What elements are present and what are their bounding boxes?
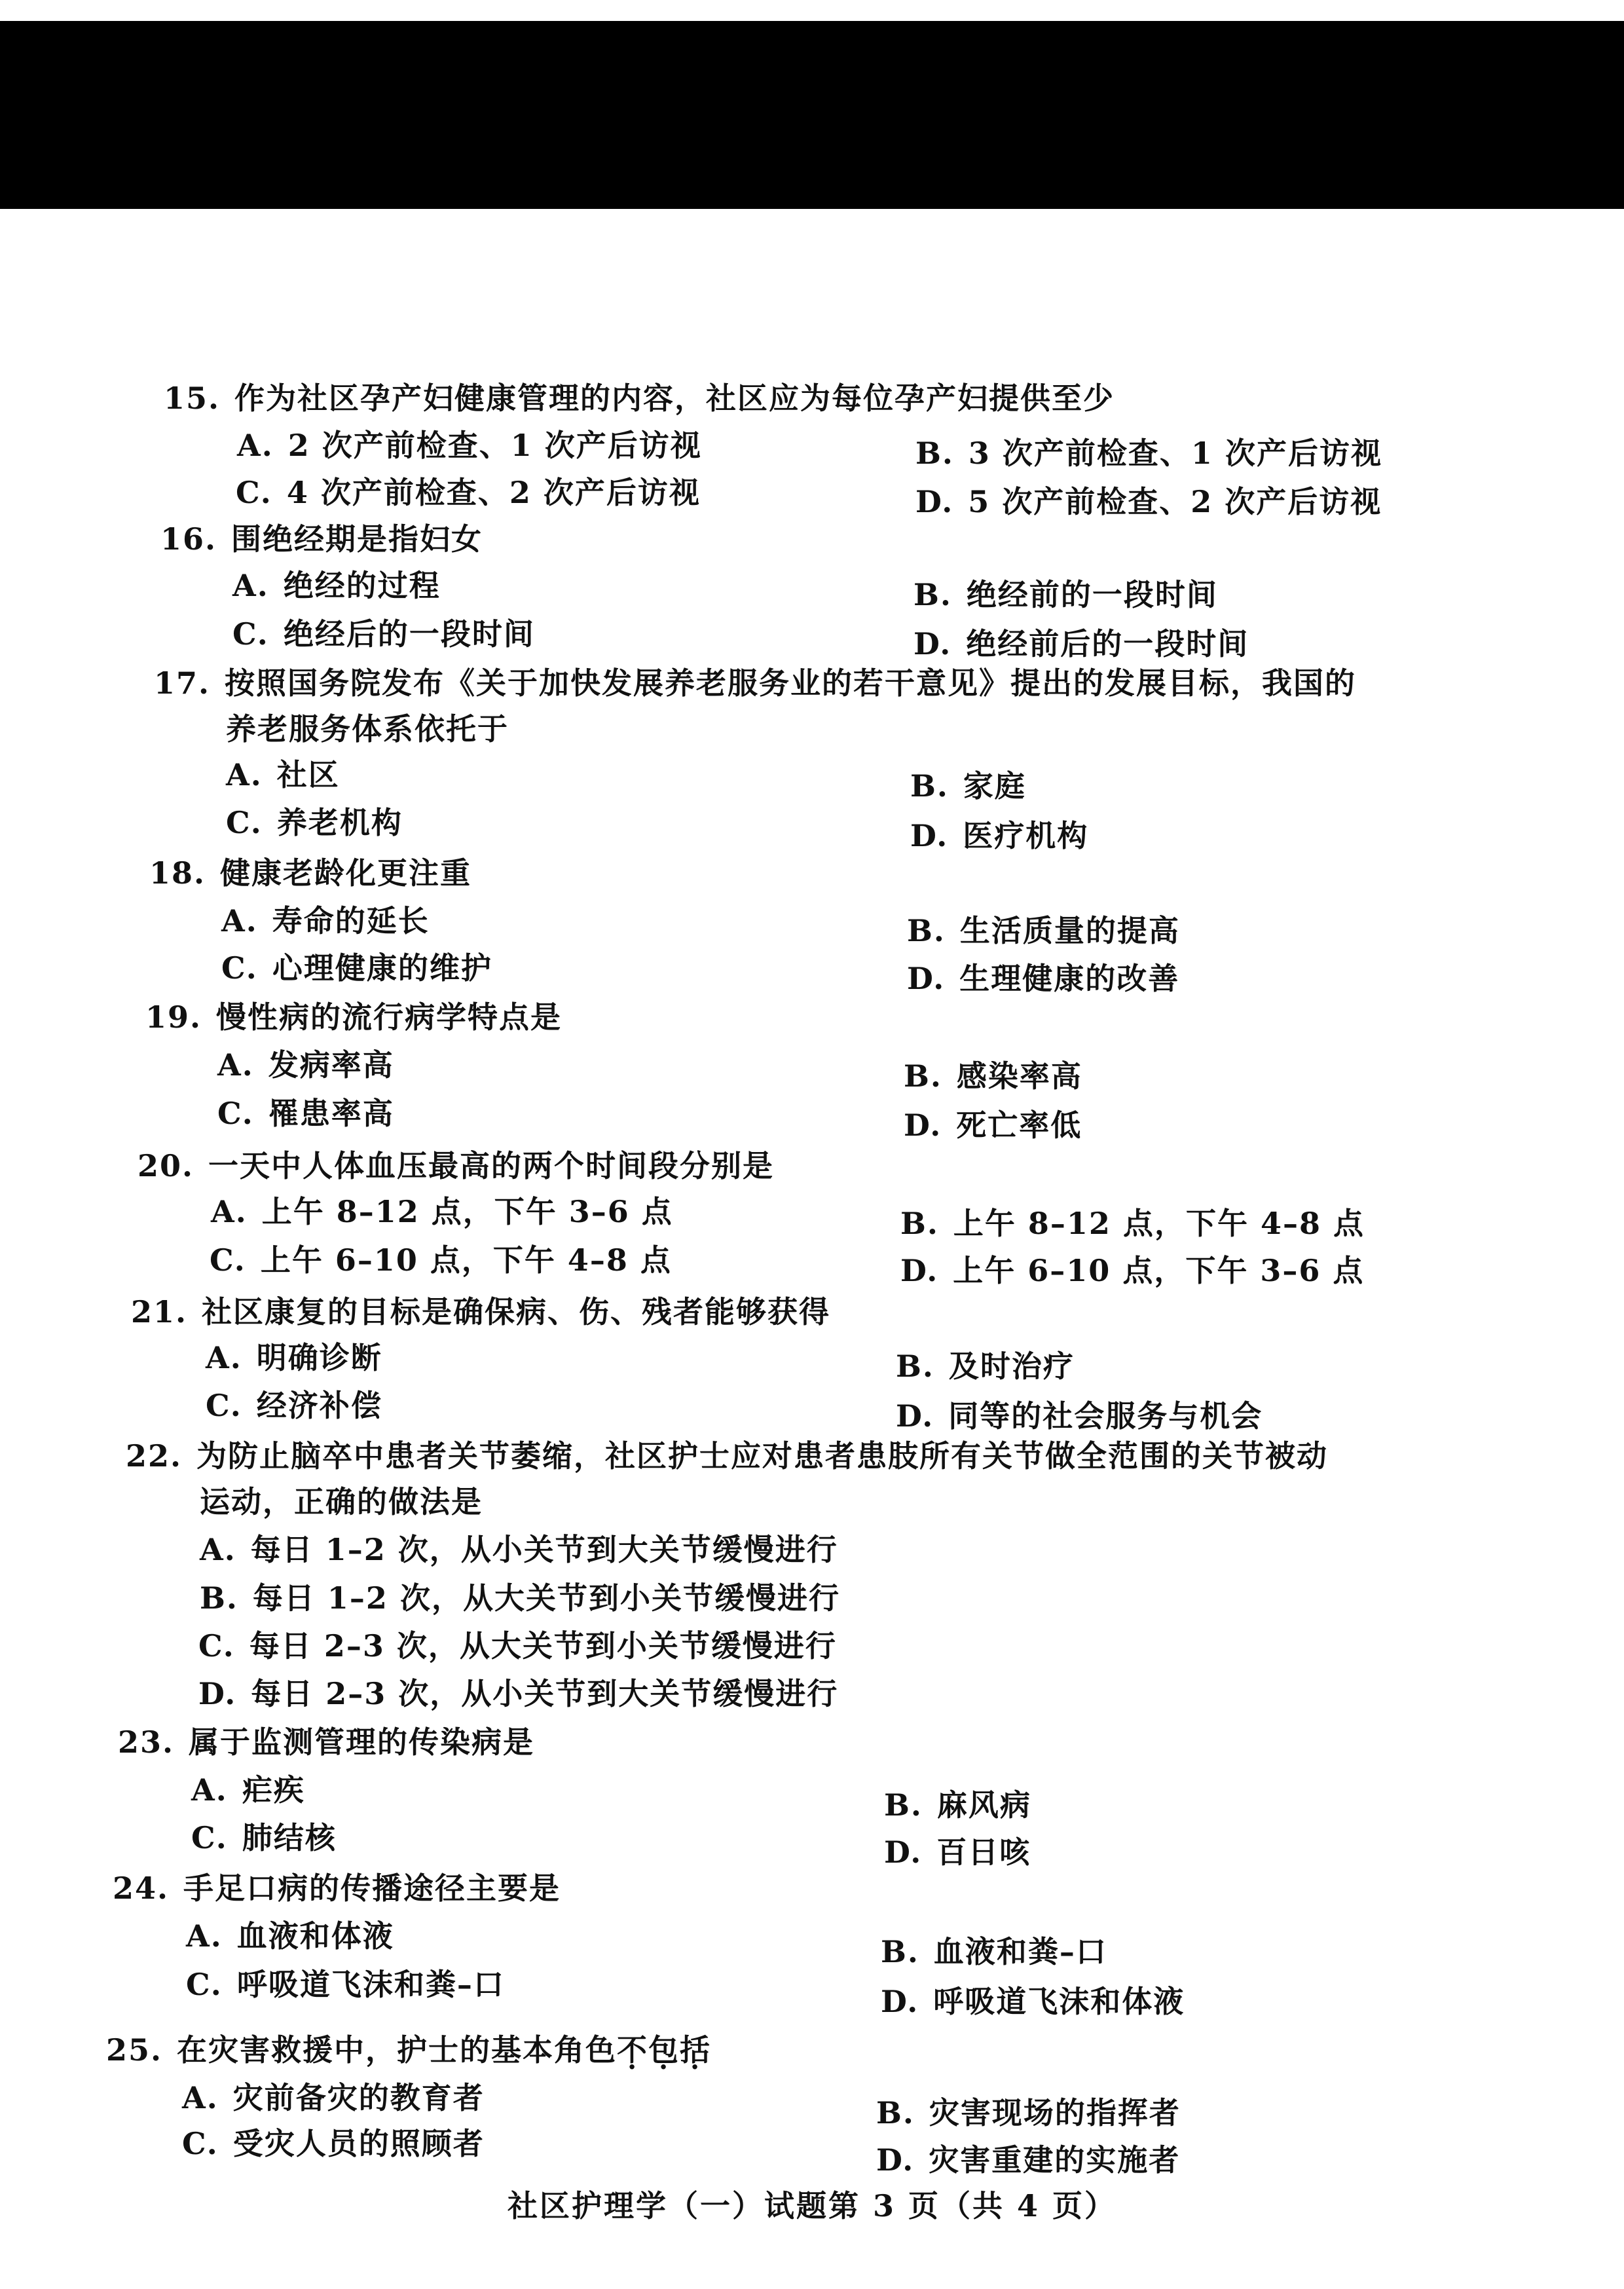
option-b: B. 灾害现场的指挥者 (876, 2095, 1181, 2131)
page-footer: 社区护理学（一）试题第 3 页（共 4 页） (507, 2188, 1117, 2224)
option-c: C. 每日 2–3 次，从大关节到小关节缓慢进行 (198, 1628, 837, 1664)
option-d: D. 绝经前后的一段时间 (913, 626, 1249, 661)
option-b: B. 麻风病 (884, 1787, 1031, 1823)
option-d: D. 死亡率低 (904, 1107, 1082, 1143)
option-d: D. 百日咳 (884, 1834, 1031, 1870)
option-d: D. 上午 6–10 点，下午 3–6 点 (900, 1253, 1365, 1288)
option-a: A. 绝经的过程 (232, 568, 441, 603)
option-b: B. 血液和粪–口 (881, 1934, 1107, 1969)
option-a: A. 社区 (226, 757, 340, 792)
option-b: B. 绝经前的一段时间 (913, 577, 1218, 612)
option-c: C. 绝经后的一段时间 (232, 616, 535, 652)
question-stem-continued: 运动，正确的做法是 (200, 1484, 483, 1519)
option-d: D. 生理健康的改善 (907, 961, 1180, 996)
option-d: D. 同等的社会服务与机会 (896, 1398, 1263, 1434)
question-stem: 20. 一天中人体血压最高的两个时间段分别是 (138, 1148, 775, 1183)
option-b: B. 3 次产前检查、1 次产后访视 (915, 436, 1382, 471)
option-c: C. 肺结核 (191, 1820, 337, 1855)
option-c: C. 心理健康的维护 (221, 950, 492, 986)
emphasis-char: 包 (648, 2032, 680, 2068)
emphasis-char: 不 (617, 2032, 649, 2068)
question-number: 20. (138, 1148, 194, 1183)
option-d: D. 灾害重建的实施者 (876, 2142, 1181, 2178)
emphasis-char: 括 (680, 2032, 712, 2068)
option-c: C. 呼吸道飞沫和粪–口 (186, 1967, 505, 2002)
question-stem: 18. 健康老龄化更注重 (149, 855, 472, 891)
option-c: C. 上午 6–10 点，下午 4–8 点 (210, 1242, 672, 1278)
option-c: C. 养老机构 (226, 805, 403, 840)
option-b: B. 上午 8–12 点，下午 4–8 点 (900, 1206, 1365, 1241)
option-d: D. 医疗机构 (910, 818, 1089, 853)
option-b: B. 及时治疗 (896, 1349, 1075, 1384)
question-stem: 24. 手足口病的传播途径主要是 (113, 1870, 561, 1906)
option-a: A. 上午 8–12 点，下午 3–6 点 (211, 1194, 673, 1229)
option-a: A. 寿命的延长 (221, 903, 430, 939)
option-a: A. 血液和体液 (186, 1918, 394, 1954)
option-d: D. 呼吸道飞沫和体液 (881, 1984, 1185, 2019)
option-a: A. 每日 1–2 次，从小关节到大关节缓慢进行 (200, 1532, 838, 1567)
option-d: D. 每日 2–3 次，从小关节到大关节缓慢进行 (198, 1676, 839, 1711)
redaction-bar (0, 21, 1624, 209)
option-a: A. 明确诊断 (206, 1340, 382, 1375)
question-number: 23. (118, 1724, 175, 1760)
question-stem: 23. 属于监测管理的传染病是 (118, 1724, 535, 1760)
option-a: A. 发病率高 (217, 1047, 394, 1083)
option-d: D. 5 次产前检查、2 次产后访视 (915, 484, 1382, 519)
question-stem: 22. 为防止脑卒中患者关节萎缩，社区护士应对患者患肢所有关节做全范围的关节被动 (126, 1438, 1329, 1474)
question-stem: 16. 围绝经期是指妇女 (160, 521, 483, 557)
question-number: 22. (126, 1438, 183, 1474)
question-number: 16. (160, 521, 217, 557)
question-number: 15. (164, 381, 221, 416)
question-number: 17. (154, 665, 211, 701)
option-b: B. 生活质量的提高 (907, 913, 1180, 948)
question-stem: 21. 社区康复的目标是确保病、伤、残者能够获得 (131, 1294, 831, 1330)
option-c: C. 罹患率高 (217, 1096, 394, 1131)
option-a: A. 灾前备灾的教育者 (182, 2080, 485, 2115)
question-stem-continued: 养老服务体系依托于 (226, 711, 509, 747)
option-c: C. 经济补偿 (206, 1388, 382, 1423)
question-stem: 15. 作为社区孕产妇健康管理的内容，社区应为每位孕产妇提供至少 (164, 381, 1115, 416)
question-number: 18. (149, 855, 206, 891)
option-c: C. 4 次产前检查、2 次产后访视 (236, 475, 701, 510)
option-b: B. 每日 1–2 次，从大关节到小关节缓慢进行 (200, 1580, 840, 1616)
option-a: A. 疟疾 (191, 1772, 305, 1808)
option-b: B. 感染率高 (904, 1058, 1082, 1094)
question-stem: 25. 在灾害救援中，护士的基本角色不包括 (106, 2032, 712, 2068)
question-stem: 19. 慢性病的流行病学特点是 (145, 999, 563, 1035)
question-number: 21. (131, 1294, 188, 1330)
option-c: C. 受灾人员的照顾者 (182, 2126, 485, 2161)
question-number: 24. (113, 1870, 170, 1906)
question-number: 25. (106, 2032, 163, 2068)
option-b: B. 家庭 (910, 768, 1026, 804)
question-stem: 17. 按照国务院发布《关于加快发展养老服务业的若干意见》提出的发展目标，我国的 (154, 665, 1357, 701)
question-number: 19. (145, 999, 202, 1035)
option-a: A. 2 次产前检查、1 次产后访视 (237, 428, 702, 463)
